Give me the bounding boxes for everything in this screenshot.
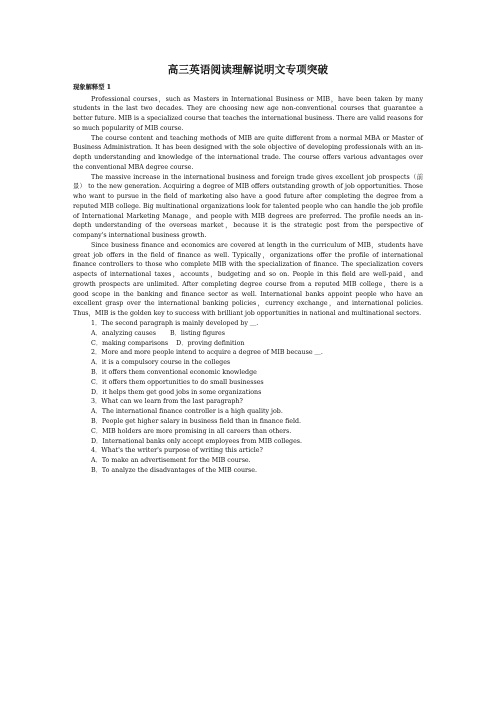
question-1-options-row-1	[73, 329, 423, 339]
question-2-option-c: C．it offers them opportunities to do small businesses	[91, 378, 264, 386]
question-3-option-a: A．The international finance controller is a high quality job.	[91, 408, 283, 416]
question-3-stem: 3．What can we learn from the last paragraph?	[91, 398, 243, 406]
question-2-stem: 2．More and more people intend to acquire a degree of MIB because ＿.	[91, 349, 323, 357]
question-3-option-c: C．MIB holders are more promising in all careers than others.	[91, 427, 292, 435]
question-1-option-a: A．analyzing causes	[91, 329, 156, 337]
question-3-option-d: D．International banks only accept employees from MIB colleges.	[91, 437, 303, 445]
question-1-options-row-2	[73, 339, 423, 349]
document-title: 高三英语阅读理解说明文专项突破	[167, 64, 329, 76]
question-2-option-a: A．it is a compulsory course in the colleges	[91, 359, 231, 367]
question-4-option-a: A．To make an advertisement for the MIB course.	[91, 457, 251, 465]
question-1-option-d: D．proving definition	[176, 339, 245, 347]
passage-paragraph-4: Since business finance and economics are covered at length in the curriculum of MIB，students have great job offers in the field of finance as well. Typically，organizations offer the profile of international finance controllers to those who complete MIB with the specialization of finance. The specialization covers aspects of international taxes，accounts，budgeting and so on. People in this field are well-paid，and growth prospects are unlimited. After completing degree course from a reputed MIB college，there is a good scope in the banking and finance sector as well. International banks appoint people who have an excellent grasp over the international banking policies，currency exchange，and international policies. Thus，MIB is the golden key to success with brilliant job opportunities in national and multinational sectors.	[73, 241, 423, 318]
section-heading: 现象解释型 1	[73, 84, 112, 91]
question-4-option-b: B．To analyze the disadvantages of the MIB course.	[91, 466, 257, 474]
passage-paragraph-3: The massive increase in the international business and foreign trade gives excellent job prospects（前景） to the new generation. Acquiring a degree of MIB offers outstanding growth of job opportunities. Those who want to pursue in the field of marketing also have a good future after completing the degree from a reputed MIB college. Big multinational organizations look for talented people who can handle the job profile of International Marketing Manage，and people with MIB degrees are preferred. The profile needs an in-depth understanding of the overseas market，because it is the strategic post from the perspective of company's international business growth.	[73, 173, 423, 240]
document-page	[73, 62, 423, 476]
passage-paragraph-2: The course content and teaching methods of MIB are quite different from a normal MBA or Master of Business Administration. It has been designed with the sole objective of developing professionals with an in-depth understanding and knowledge of the international trade. The course offers various advantages over the conventional MBA degree course.	[73, 134, 423, 171]
question-2-option-b: B．it offers them conventional economic knowledge	[91, 368, 257, 376]
question-1-stem: 1．The second paragraph is mainly developed by ＿.	[91, 319, 259, 327]
question-1-option-b: B．listing figures	[169, 329, 226, 337]
question-3-option-b: B．People get higher salary in business field than in finance field.	[91, 417, 302, 425]
passage-paragraph-1: Professional courses，such as Masters in International Business or MIB，have been taken by many students in the last two decades. They are choosing new age non-conventional courses that guarantee a better future. MIB is a specialized course that teaches the international business. There are valid reasons for so much popularity of MIB course.	[73, 95, 423, 132]
question-4-stem: 4．What's the writer's purpose of writing this article?	[91, 447, 263, 455]
question-2-option-d: D．it helps them get good jobs in some organizations	[91, 388, 262, 396]
question-1-option-c: C．making comparisons	[91, 339, 169, 347]
